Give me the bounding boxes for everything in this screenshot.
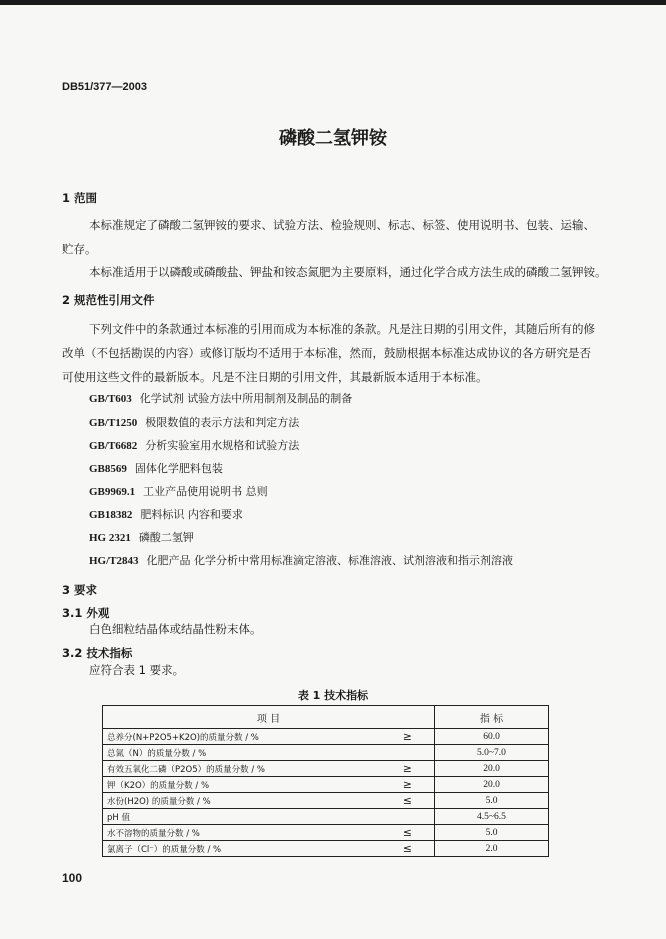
row-value: 5.0~7.0: [435, 745, 549, 761]
table-row: [103, 825, 549, 841]
reference-title: 固体化学肥料包装: [134, 462, 223, 475]
column-header-value: 指 标: [435, 706, 549, 729]
table-row: [103, 841, 549, 857]
scan-top-border: [0, 0, 666, 5]
reference-title: 化肥产品 化学分析中常用标准滴定溶液、标准溶液、试剂溶液和指示剂溶液: [146, 554, 514, 567]
reference-item: [89, 529, 194, 545]
row-operator: [358, 809, 435, 825]
reference-code: GB8569: [89, 463, 127, 475]
table-header-row: [103, 706, 549, 729]
reference-code: GB9969.1: [89, 486, 136, 498]
row-operator: ≤: [358, 841, 435, 857]
table-row: [103, 793, 549, 809]
reference-item: [89, 414, 299, 430]
row-value: 20.0: [435, 761, 549, 777]
row-item: 总氮（N）的质量分数 / %: [103, 745, 358, 761]
row-value: 5.0: [435, 793, 549, 809]
row-item: 总养分(N+P2O5+K2O)的质量分数 / %: [103, 729, 358, 745]
row-item: 水份(H2O) 的质量分数 / %: [103, 793, 358, 809]
reference-title: 极限数值的表示方法和判定方法: [145, 416, 300, 429]
reference-item: [89, 460, 223, 476]
table-row: [103, 729, 549, 745]
table-caption: 表 1 技术指标: [297, 689, 369, 702]
row-operator: [358, 745, 435, 761]
reference-item: [89, 506, 243, 522]
section-3-1-heading: 3.1 外观: [62, 606, 110, 620]
reference-title: 分析实验室用水规格和试验方法: [145, 439, 300, 452]
table-row: [103, 761, 549, 777]
section-1-para-1b: 贮存。: [62, 242, 97, 256]
section-1-heading: 1 范围: [62, 191, 98, 205]
row-operator: ≤: [358, 825, 435, 841]
row-item: 氯离子（Cl⁻）的质量分数 / %: [103, 841, 358, 857]
section-2-heading: 2 规范性引用文件: [62, 293, 155, 307]
spec-table: [102, 705, 549, 857]
section-1-para-1a: 本标准规定了磷酸二氢钾铵的要求、试验方法、检验规则、标志、标签、使用说明书、包装、运输、: [89, 218, 595, 232]
table-row: [103, 777, 549, 793]
reference-item: [89, 437, 299, 453]
column-header-item: 项 目: [103, 706, 435, 729]
reference-code: GB/T603: [89, 393, 132, 405]
document-title: 磷酸二氢钾铵: [279, 128, 387, 149]
section-2-para-1b: 改单（不包括勘误的内容）或修订版均不适用于本标准，然而，鼓励根据本标准达成协议的各方研究是否: [62, 346, 591, 360]
section-2-para-1a: 下列文件中的条款通过本标准的引用而成为本标准的条款。凡是注日期的引用文件，其随后所有的修: [89, 322, 595, 336]
reference-title: 肥料标识 内容和要求: [140, 508, 243, 521]
row-operator: ≥: [358, 729, 435, 745]
standard-code: DB51/377—2003: [62, 81, 148, 93]
row-item: pH 值: [103, 809, 358, 825]
row-item: 钾（K2O）的质量分数 / %: [103, 777, 358, 793]
row-value: 60.0: [435, 729, 549, 745]
reference-title: 磷酸二氢钾: [138, 531, 194, 544]
row-value: 4.5~6.5: [435, 809, 549, 825]
reference-item: [89, 483, 268, 499]
reference-item: [89, 552, 513, 568]
row-value: 20.0: [435, 777, 549, 793]
reference-item: [89, 390, 352, 406]
section-3-1-text: 白色细粒结晶体或结晶性粉末体。: [89, 622, 262, 636]
reference-code: HG/T2843: [89, 555, 139, 567]
row-value: 5.0: [435, 825, 549, 841]
row-value: 2.0: [435, 841, 549, 857]
reference-code: GB/T1250: [89, 417, 138, 429]
section-1-para-2: 本标准适用于以磷酸或磷酸盐、钾盐和铵态氮肥为主要原料，通过化学合成方法生成的磷酸二氢钾铵。: [89, 265, 607, 279]
row-item: 有效五氧化二磷（P2O5）的质量分数 / %: [103, 761, 358, 777]
table-row: [103, 809, 549, 825]
reference-title: 工业产品使用说明书 总则: [143, 485, 268, 498]
section-3-heading: 3 要求: [62, 583, 98, 597]
section-3-2-heading: 3.2 技术指标: [62, 646, 133, 660]
row-operator: ≤: [358, 793, 435, 809]
section-2-para-1c: 可使用这些文件的最新版本。凡是不注日期的引用文件，其最新版本适用于本标准。: [62, 370, 488, 384]
reference-code: GB/T6682: [89, 440, 138, 452]
row-operator: ≥: [358, 761, 435, 777]
section-3-2-text: 应符合表 1 要求。: [89, 663, 185, 677]
table-row: [103, 745, 549, 761]
reference-title: 化学试剂 试验方法中所用制剂及制品的制备: [139, 392, 353, 405]
row-item: 水不溶物的质量分数 / %: [103, 825, 358, 841]
page-number: 100: [62, 871, 83, 885]
row-operator: ≥: [358, 777, 435, 793]
reference-code: HG 2321: [89, 532, 131, 544]
reference-code: GB18382: [89, 509, 133, 521]
